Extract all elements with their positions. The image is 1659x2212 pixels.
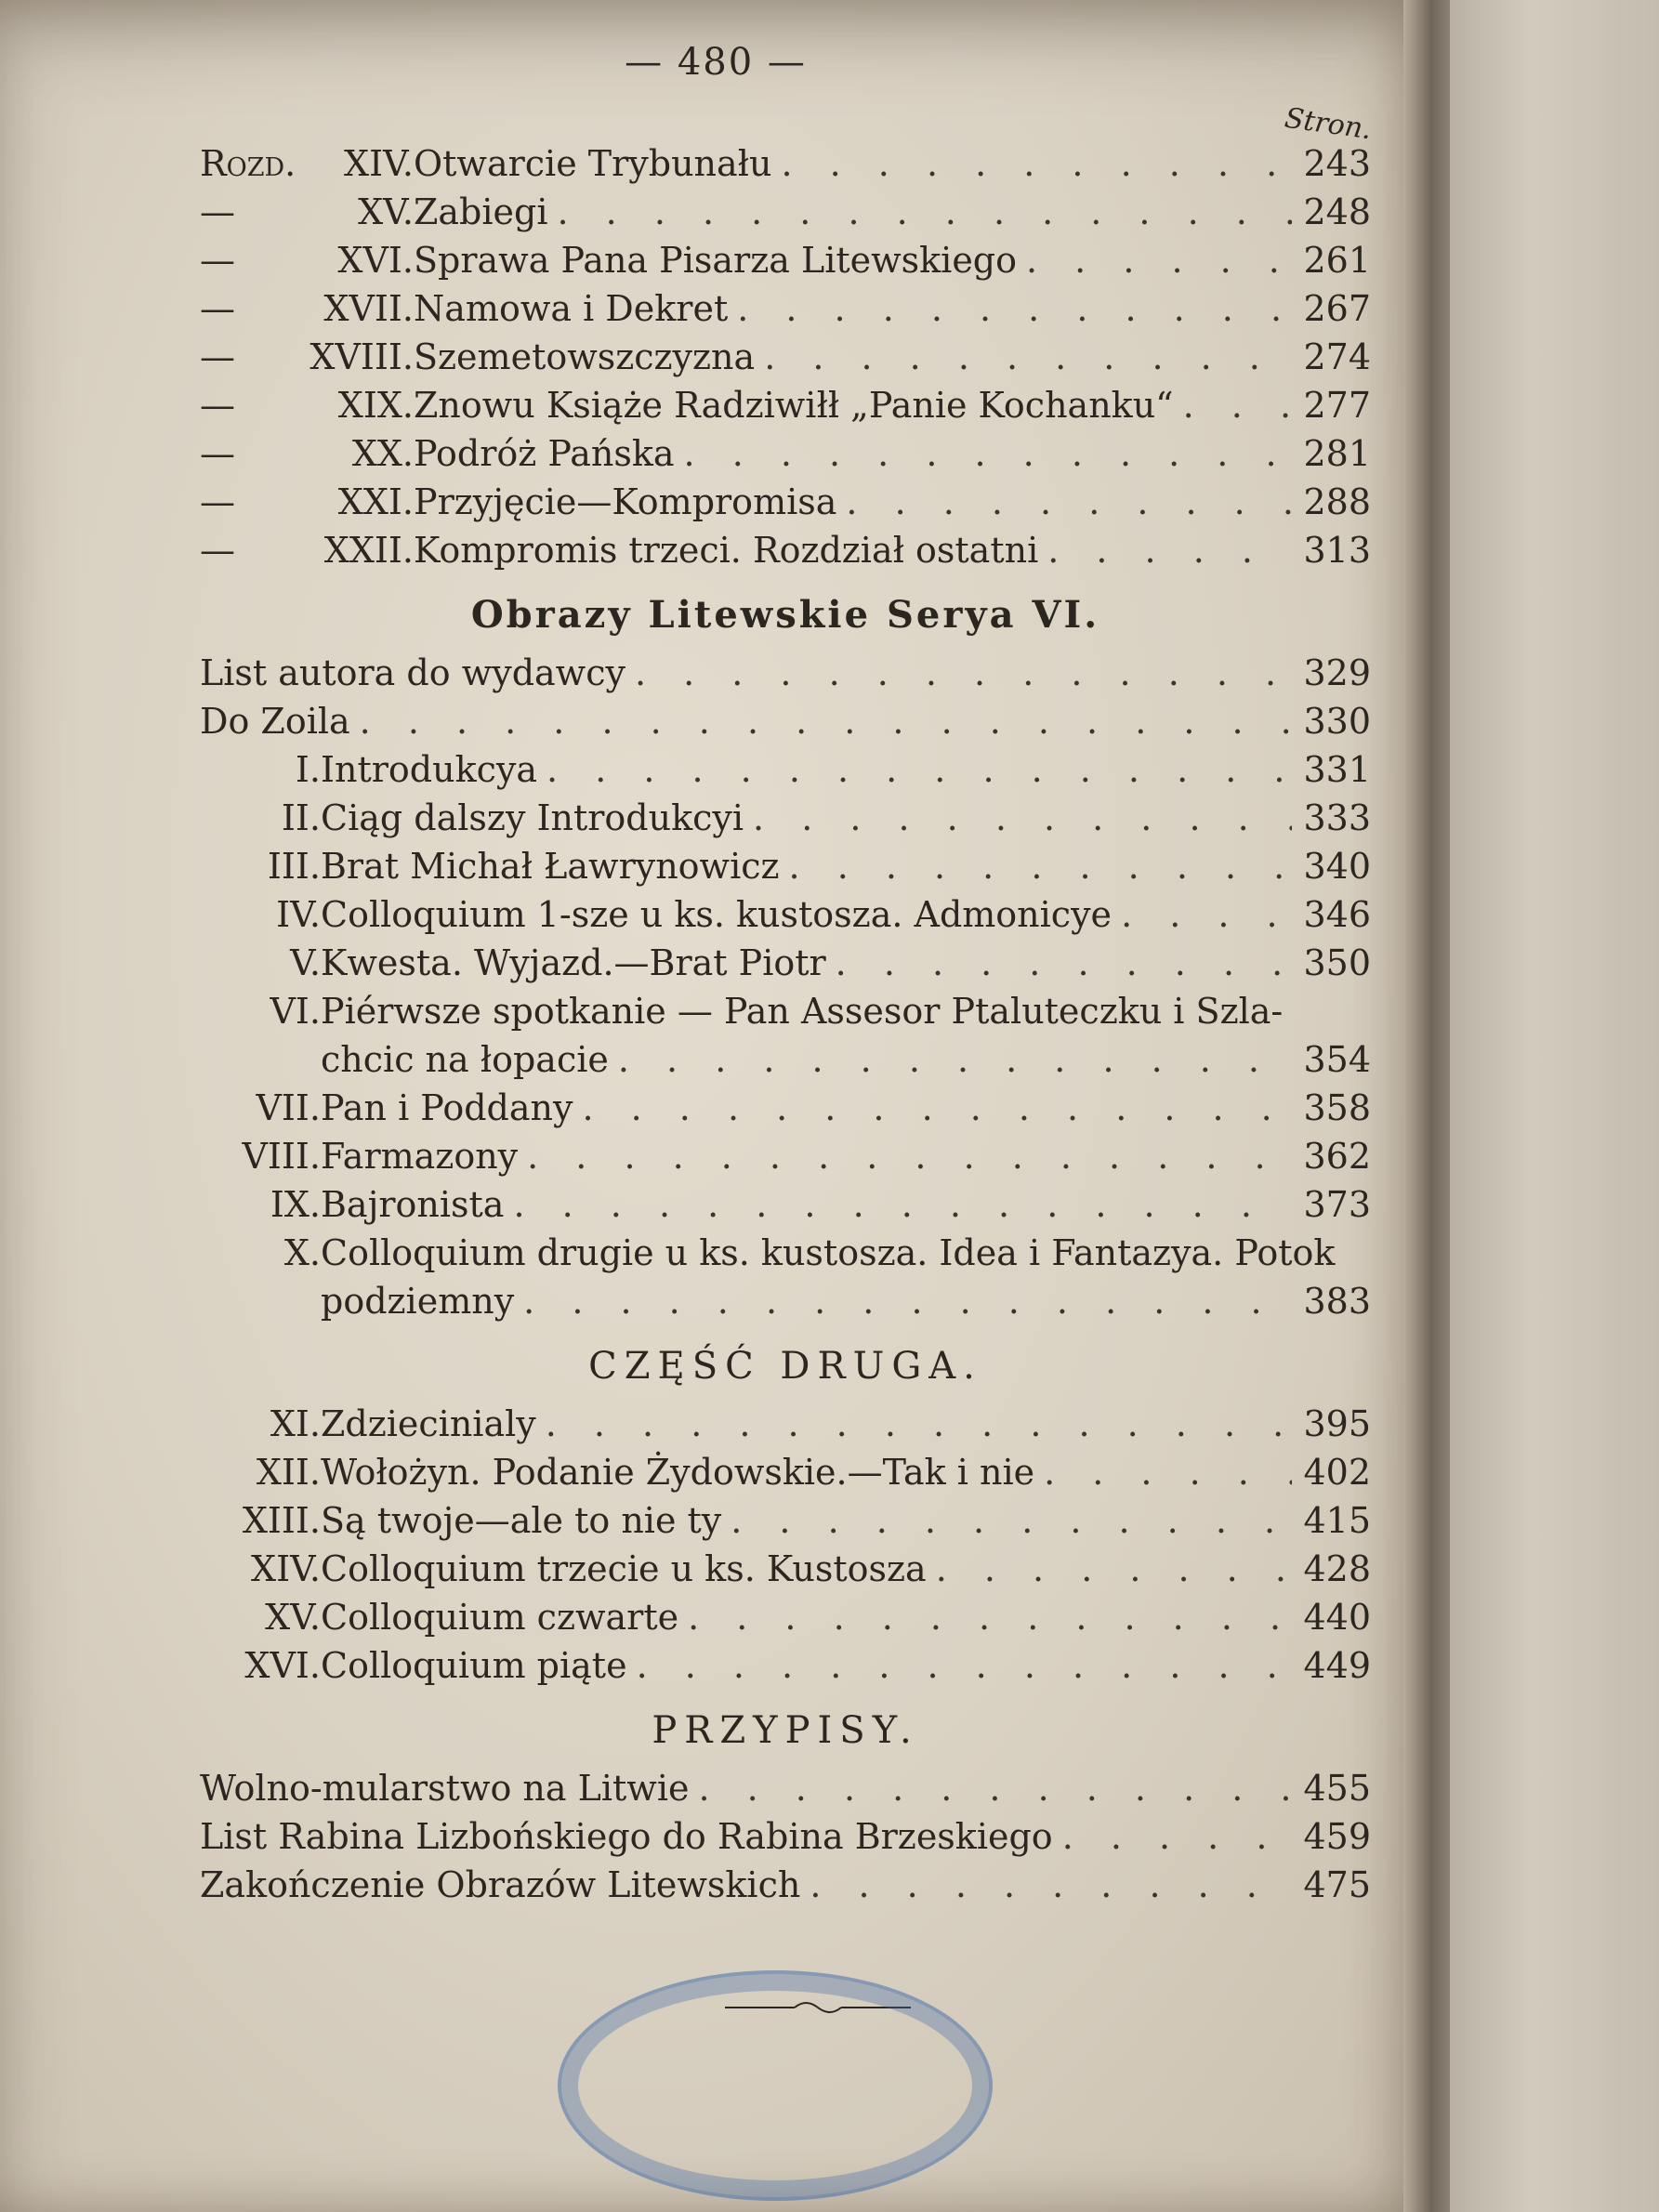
page-ref: 329 [1303,652,1371,693]
facing-page-edge [1450,0,1659,2212]
toc-entry [200,794,1371,842]
chapter-title: List autora do wydawcy [200,652,625,693]
page-ref: 358 [1303,1087,1371,1128]
section-heading-obrazy: Obrazy Litewskie Serya VI. [470,593,1100,637]
obrazy-entries [200,745,1371,987]
front-matter-entries [200,649,1371,745]
toc-entry [200,890,1371,939]
toc-entry [200,1812,1371,1861]
chapter-title: Colloquium piąte [321,1645,627,1686]
chapter-title: List Rabina Lizbońskiego do Rabina Brzeskiego [200,1816,1053,1857]
chapter-number: XXI. [337,481,414,522]
chapter-title: Colloquium czwarte [321,1597,679,1638]
toc-entry [200,1084,1371,1132]
page-ref: 330 [1303,701,1371,742]
page-ref: 402 [1303,1452,1371,1493]
toc-entry [200,1180,1371,1229]
chapter-title: Zabiegi [414,191,548,232]
chapter-number: VIII. [242,1136,321,1177]
chapter-number: XI. [270,1403,321,1444]
chapter-title: Są twoje—ale to nie ty [321,1500,722,1541]
chapter-title: Szemetowszczyzna [414,336,756,377]
chapter-title: Brat Michał Ławrynowicz [321,846,780,887]
chapter-number: XIII. [242,1500,321,1541]
section-heading-przypisy: PRZYPISY. [652,1709,919,1752]
toc-entry [200,745,1371,794]
page-ref: 243 [1303,143,1371,184]
chapter-title: Kwesta. Wyjazd.—Brat Piotr [321,942,826,983]
chapter-number: I. [295,749,321,790]
chapter-prefix: — [200,481,235,522]
chapter-number: XXII. [323,530,414,571]
chapter-title: chcic na łopacie [321,1039,609,1080]
page-column-label: Stron. [1283,101,1374,147]
chapter-number: XV. [358,191,414,232]
chapter-prefix: — [200,240,235,281]
page-ref: 373 [1303,1184,1371,1225]
page-ref: 459 [1303,1816,1371,1857]
chapter-number: XX. [351,433,414,474]
page-ref: 383 [1303,1281,1371,1322]
chapter-title: Sprawa Pana Pisarza Litewskiego [414,240,1018,281]
chapter-number: X. [283,1232,321,1273]
toc-entry [200,1593,1371,1641]
chapter-title: Zdziecinialy [321,1403,536,1444]
toc-entry [200,1400,1371,1448]
page-ref: 331 [1303,749,1371,790]
chapter-title: Pan i Poddany [321,1087,573,1128]
obrazy-entries-b [200,1084,1371,1229]
toc-entry [200,939,1371,987]
chapter-prefix: — [200,385,235,426]
chapter-prefix: Rozd. [200,143,296,184]
toc-entry [200,284,1371,333]
section-heading-czesc-druga: CZĘŚĆ DRUGA. [588,1345,982,1388]
chapter-number: XVIII. [309,336,414,377]
chapter-number: VII. [256,1087,321,1128]
page-ref: 350 [1303,942,1371,983]
chapter-title: Wołożyn. Podanie Żydowskie.—Tak i nie [321,1452,1035,1493]
chapter-number: XVII. [323,288,414,329]
chapter-title: Ciąg dalszy Introdukcyi [321,797,744,838]
page-ref: 475 [1303,1864,1371,1905]
toc-entry-continuation [200,1035,1371,1084]
page-number: — 480 — [625,41,807,84]
chapter-number: XVI. [337,240,414,281]
page-ref: 281 [1303,433,1371,474]
chapter-title: Bajronista [321,1184,505,1225]
toc-entry [200,139,1371,188]
chapter-title: Wolno-mularstwo na Litwie [200,1768,690,1809]
page-ref: 354 [1303,1039,1371,1080]
toc-entry [200,697,1371,745]
page-ref: 362 [1303,1136,1371,1177]
page-ref: 267 [1303,288,1371,329]
page-ref: 277 [1303,385,1371,426]
chapter-prefix: — [200,433,235,474]
page-ref: 248 [1303,191,1371,232]
toc-entry [200,649,1371,697]
chapter-title: podziemny [321,1281,515,1322]
chapter-number: XVI. [244,1645,321,1686]
chapter-number: XII. [256,1452,321,1493]
chapter-prefix: — [200,336,235,377]
chapter-title: Do Zoila [200,701,350,742]
toc-entry [200,429,1371,478]
page-ref: 333 [1303,797,1371,838]
chapter-number: XIX. [337,385,414,426]
toc-entry [200,333,1371,381]
page-ref: 440 [1303,1597,1371,1638]
toc-entry [200,1496,1371,1545]
chapter-title: Colloquium trzecie u ks. Kustosza [321,1548,927,1589]
chapter-title: Introdukcya [321,749,538,790]
page-ref: 274 [1303,336,1371,377]
chapter-title: Colloquium 1-sze u ks. kustosza. Admonicye [321,894,1113,935]
page-ref: 449 [1303,1645,1371,1686]
table-of-contents [200,139,1371,1909]
toc-entry [200,381,1371,429]
page-ref: 340 [1303,846,1371,887]
page-ref: 455 [1303,1768,1371,1809]
toc-entry [200,1764,1371,1812]
library-stamp-icon [558,1970,993,2201]
chapter-title: Znowu Książe Radziwiłł „Panie Kochanku“ [414,385,1174,426]
toc-entry [200,188,1371,236]
page-ref: 261 [1303,240,1371,281]
chapter-number: XIV. [251,1548,321,1589]
chapter-title: Zakończenie Obrazów Litewskich [200,1864,801,1905]
chapter-title: Przyjęcie—Kompromisa [414,481,837,522]
chapter-number: IV. [276,894,321,935]
toc-entry-continuation [200,1277,1371,1325]
page-ref: 395 [1303,1403,1371,1444]
toc-entry [200,1641,1371,1690]
czesc-druga-entries [200,1400,1371,1690]
toc-entry [200,1545,1371,1593]
toc-entry [200,1132,1371,1180]
toc-entry [200,987,1371,1035]
chapter-number: IX. [270,1184,321,1225]
chapter-title: Farmazony [321,1136,519,1177]
chapter-number: V. [290,942,321,983]
chapter-title: Kompromis trzeci. Rozdział ostatni [414,530,1039,571]
chapter-number: XIV. [344,143,414,184]
toc-entry [200,526,1371,574]
chapter-prefix: — [200,530,235,571]
chapter-prefix: — [200,288,235,329]
chapter-number: XV. [265,1597,321,1638]
page-ref: 428 [1303,1548,1371,1589]
chapter-title: Podróż Pańska [414,433,675,474]
chapter-title: Namowa i Dekret [414,288,729,329]
page-ref: 415 [1303,1500,1371,1541]
toc-entry [200,842,1371,890]
toc-entry [200,1861,1371,1909]
chapter-number: III. [267,846,321,887]
page-ref: 346 [1303,894,1371,935]
page-ref: 313 [1303,530,1371,571]
chapter-title: Otwarcie Trybunału [414,143,772,184]
part-1-entries [200,139,1371,574]
chapter-title: Colloquium drugie u ks. kustosza. Idea i Fantazya. Potok [321,1232,1336,1273]
chapter-title: Piérwsze spotkanie — Pan Assesor Ptaluteczku i Szla- [321,991,1284,1032]
chapter-number: II. [281,797,321,838]
toc-entry [200,1229,1371,1277]
toc-entry [200,478,1371,526]
chapter-number: VI. [270,991,321,1032]
page-ref: 288 [1303,481,1371,522]
przypisy-entries [200,1764,1371,1909]
chapter-prefix: — [200,191,235,232]
toc-entry [200,1448,1371,1496]
toc-entry [200,236,1371,284]
